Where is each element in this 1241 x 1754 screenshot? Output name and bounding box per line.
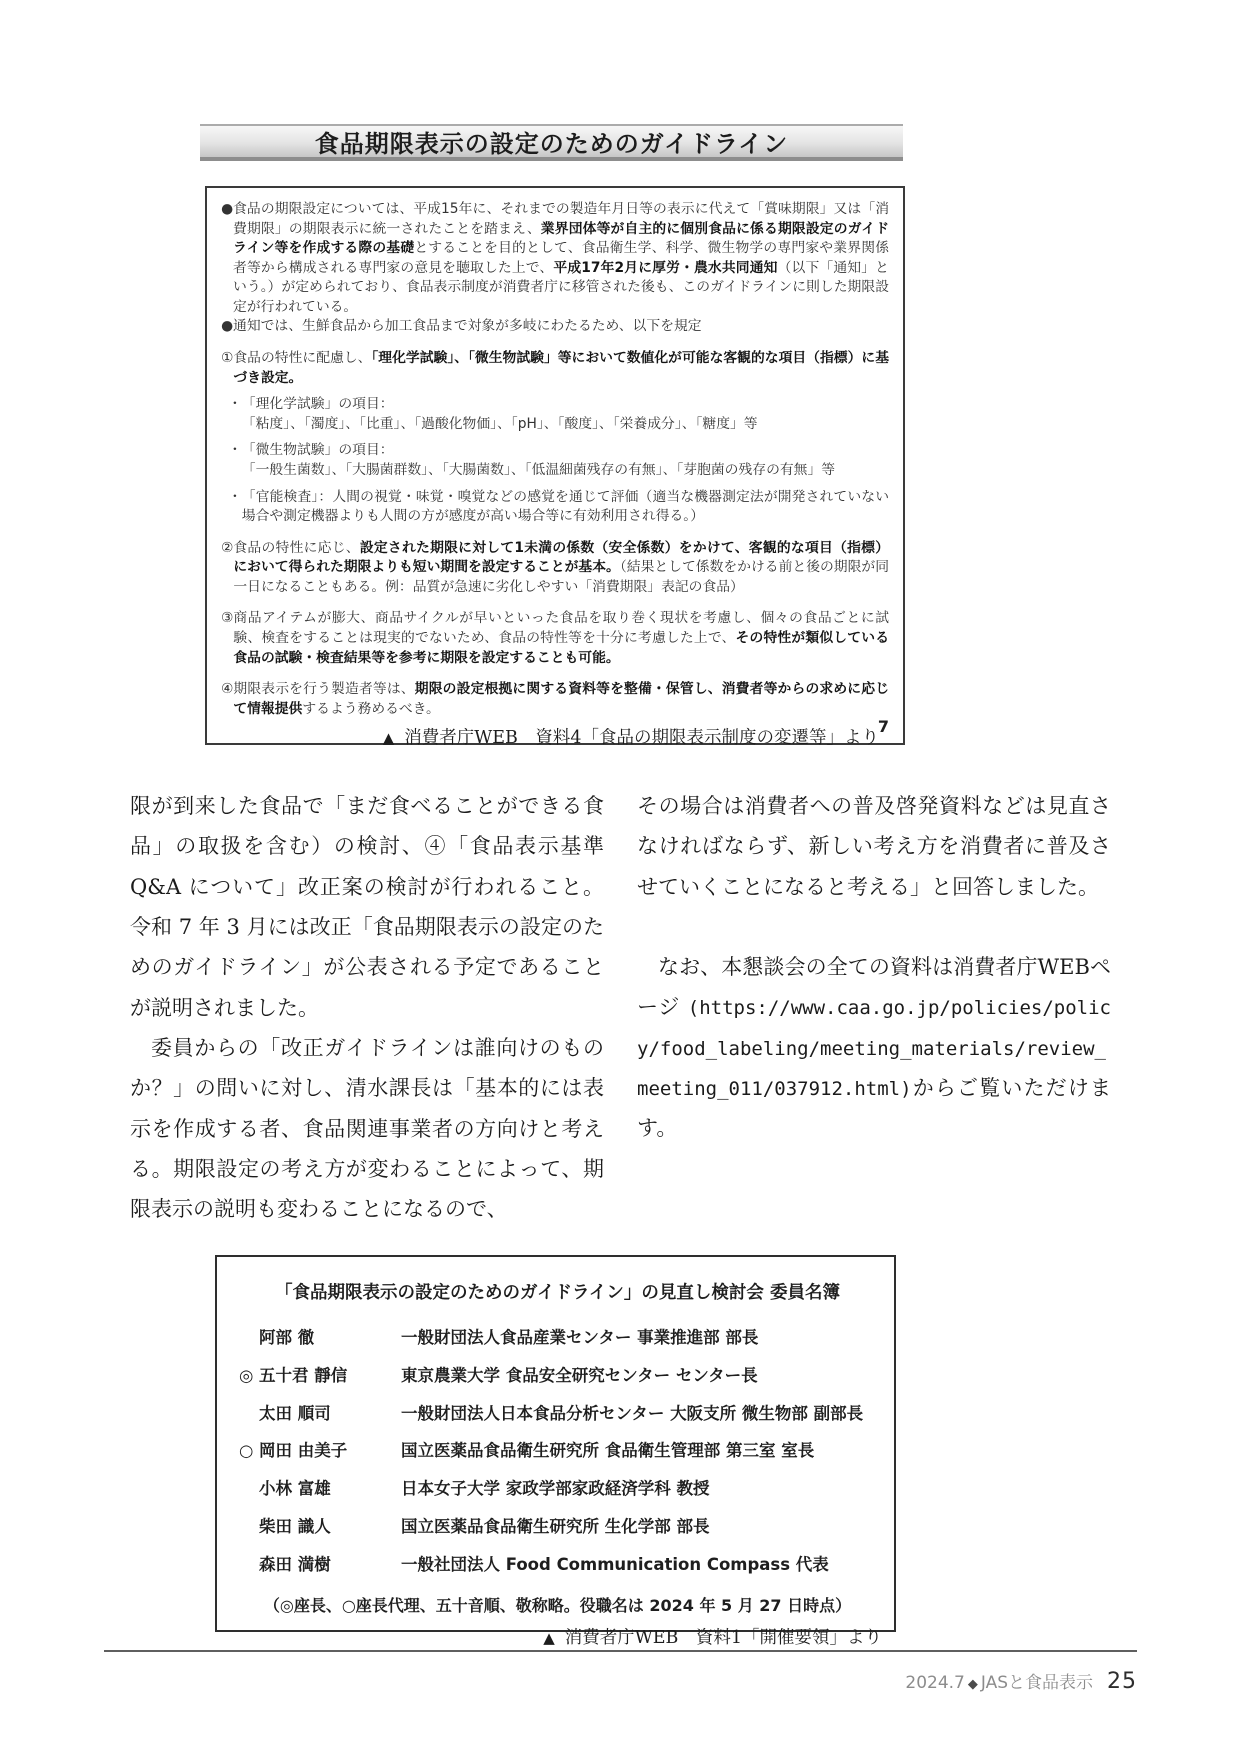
slide-sub-text: 「官能検査」：人間の視覚・味覚・嗅覚などの感覚を通じて評価（適当な機器測定法が開発されていない場合や測定機器よりも人間の方が感度が高い場合等に有効利用され得る。） [241,488,889,525]
slide-numbered-text: 期限表示を行う製造者等は、期限の設定根拠に関する資料等を整備・保管し、消費者等からの求めに応じて情報提供するよう務めるべき。 [233,681,890,717]
member-name: 小林 富雄 [259,1479,331,1499]
slide-page-number: 7 [877,716,889,736]
chairperson-marker: ◎ [239,1365,254,1385]
slide-sub-text: 「理化学試験」の項目： 「粘度」、「濁度」、「比重」、「過酸化物価」、「pH」、「酸度」、「栄養成分」、「糖度」等 [241,396,758,432]
chairperson-marker [239,1328,259,1348]
page-footer [905,1668,1137,1694]
article-paragraph: その場合は消費者への普及啓発資料などは見直さなければならず、新しい考え方を消費者に普及させていくことになると考える」と回答しました。 [637,794,1111,899]
member-affiliation: 一般財団法人食品産業センター 事業推進部 部長 [401,1328,759,1347]
slide-bullet-text: 通知では、生鮮食品から加工食品まで対象が多岐にわたるため、以下を規定 [233,318,702,335]
slide-numbered-item-4 [221,680,889,719]
article-right-column [637,786,1111,1229]
member-name: 五十君 靜信 [259,1365,348,1385]
slide-bullet-item [221,317,889,337]
circled-number-marker: ③ [221,610,234,627]
triangle-icon: ▲ [543,1629,555,1647]
triangle-icon: ▲ [382,729,395,747]
member-name: 柴田 識人 [259,1516,331,1536]
article-paragraph-with-url: なお、本懇談会の全ての資料は消費者庁WEBページ (https://www.caa.go.jp/policies/policy/food_labeling/meeting_materials/review_meeting_011/037912.html)からご覧いただけます。 [637,954,1111,1141]
slide-numbered-text: 食品の特性に応じ、設定された期限に対して1未満の係数（安全係数）をかけて、客観的な項目（指標）において得られた期限よりも短い期間を設定することが基本。（結果として係数をかける前と後の期限が同一日になることもある。例：品質が急速に劣化しやすい「消費期限」表記の食品） [233,539,890,595]
caption-text: 消費者庁WEB 資料1「開催要領」より [564,1628,882,1648]
chairperson-marker [239,1517,259,1537]
footer-page-number: 25 [1107,1669,1137,1694]
member-name: 太田 順司 [259,1403,331,1423]
slide-bullet-item [221,200,889,317]
chairperson-marker [239,1404,259,1424]
slide-sub-text: 「微生物試験」の項目： 「一般生菌数」、「大腸菌群数」、「大腸菌数」、「低温細菌残存の有無」、「芽胞菌の残存の有無」等 [241,442,836,478]
committee-member-row [239,1404,876,1424]
member-affiliation: 東京農業大学 食品安全研究センター センター長 [401,1365,758,1385]
member-affiliation: 国立医薬品食品衛生研究所 食品衛生管理部 第三室 室長 [401,1441,815,1461]
footer-journal-title: JASと食品表示 [980,1673,1093,1693]
slide-title-banner [200,124,903,161]
committee-member-row [239,1555,876,1575]
slide-numbered-item-1 [221,349,889,388]
member-affiliation: 日本女子大学 家政学部家政経済学科 教授 [401,1479,710,1499]
chairperson-marker [239,1555,259,1575]
footer-issue: 2024.7 [905,1673,965,1693]
member-name: 阿部 徹 [259,1328,315,1347]
member-affiliation: 一般財団法人日本食品分析センター 大阪支所 微生物部 副部長 [401,1403,864,1423]
dot-marker: ・ [228,442,242,459]
committee-roster-title: 「食品期限表示の設定のためのガイドライン」の見直し検討会 委員名簿 [274,1283,841,1303]
committee-member-row [239,1328,876,1348]
article-paragraph: 委員からの「改正ガイドラインは誰向けのものか？」の問いに対し、清水課長は「基本的には表示を作成する者、食品関連事業者の方向けと考える。期限設定の考え方が変わることによって、期限表示の説明も変わることになるので、 [130,1035,604,1222]
circled-number-marker: ④ [221,681,234,698]
committee-roster-box [215,1255,896,1632]
slide-summary-box [205,186,905,745]
circled-number-marker: ① [221,350,234,367]
slide-sub-item [221,441,889,480]
chairperson-marker: ○ [239,1441,254,1461]
article-body [130,786,1111,1229]
committee-member-row [239,1366,876,1386]
diamond-icon: ◆ [967,1677,978,1692]
caption-text: 消費者庁WEB 資料4「食品の期限表示制度の変遷等」より [404,728,879,748]
slide-title: 食品期限表示の設定のためのガイドライン [314,130,789,158]
slide-numbered-text: 食品の特性に配慮し、「理化学試験」、「微生物試験」等において数値化が可能な客観的な項目（指標）に基づき設定。 [233,350,889,386]
chairperson-marker [239,1479,259,1499]
slide-numbered-item-3 [221,609,889,668]
member-name: 岡田 由美子 [259,1441,348,1461]
committee-roster-note: （◎座長、○座長代理、五十音順、敬称略。役職名は 2024 年 5 月 27 日時点） [263,1595,852,1615]
member-name: 森田 満樹 [259,1554,331,1574]
slide-numbered-text: 商品アイテムが膨大、商品サイクルが早いといった食品を取り巻く現状を考慮し、個々の食品ごとに試験、検査をすることは現実的でないため、食品の特性等を十分に考慮した上で、その特性が類似している食品の試験・検査結果等を参考に期限を設定することも可能。 [233,610,890,666]
committee-member-row [239,1517,876,1537]
article-paragraph: 限が到来した食品で「まだ食べることができる食品」の取扱を含む）の検討、④「食品表示基準 Q&A について」改正案の検討が行われること。令和 7 年 3 月には改正「食品期限表示の設定のためのガイドライン」が公表される予定であることが説明されました。 [130,794,604,1020]
footer-rule [104,1650,1137,1652]
member-affiliation: 一般社団法人 Food Communication Compass 代表 [401,1554,829,1574]
member-affiliation: 国立医薬品食品衛生研究所 生化学部 部長 [401,1516,710,1536]
committee-source-caption [215,1624,896,1649]
bullet-marker: ● [221,318,234,335]
bullet-marker: ● [221,201,234,217]
dot-marker: ・ [228,396,242,413]
dot-marker: ・ [228,488,242,505]
slide-sub-item [221,488,889,527]
committee-member-row [239,1479,876,1499]
slide-numbered-item-2 [221,539,889,598]
slide-source-caption [205,724,905,749]
article-left-column [130,786,604,1229]
committee-member-row [239,1441,876,1461]
slide-sub-item [221,395,889,434]
circled-number-marker: ② [221,539,234,556]
slide-bullet-text: 食品の期限設定については、平成15年に、それまでの製造年月日等の表示に代えて「賞味期限」又は「消費期限」の期限表示に統一されたことを踏まえ、業界団体等が自主的に個別食品に係る期限設定のガイドライン等を作成する際の基礎とすることを目的として、食品衛生学、科学、微生物学の専門家や業界関係者等から構成される専門家の意見を聴取した上で、平成17年2月に厚労・農水共同通知（以下「通知」という。）が定められており、食品表示制度が消費者庁に移管された後も、このガイドラインに則した期限設定が行われている。 [233,201,889,315]
